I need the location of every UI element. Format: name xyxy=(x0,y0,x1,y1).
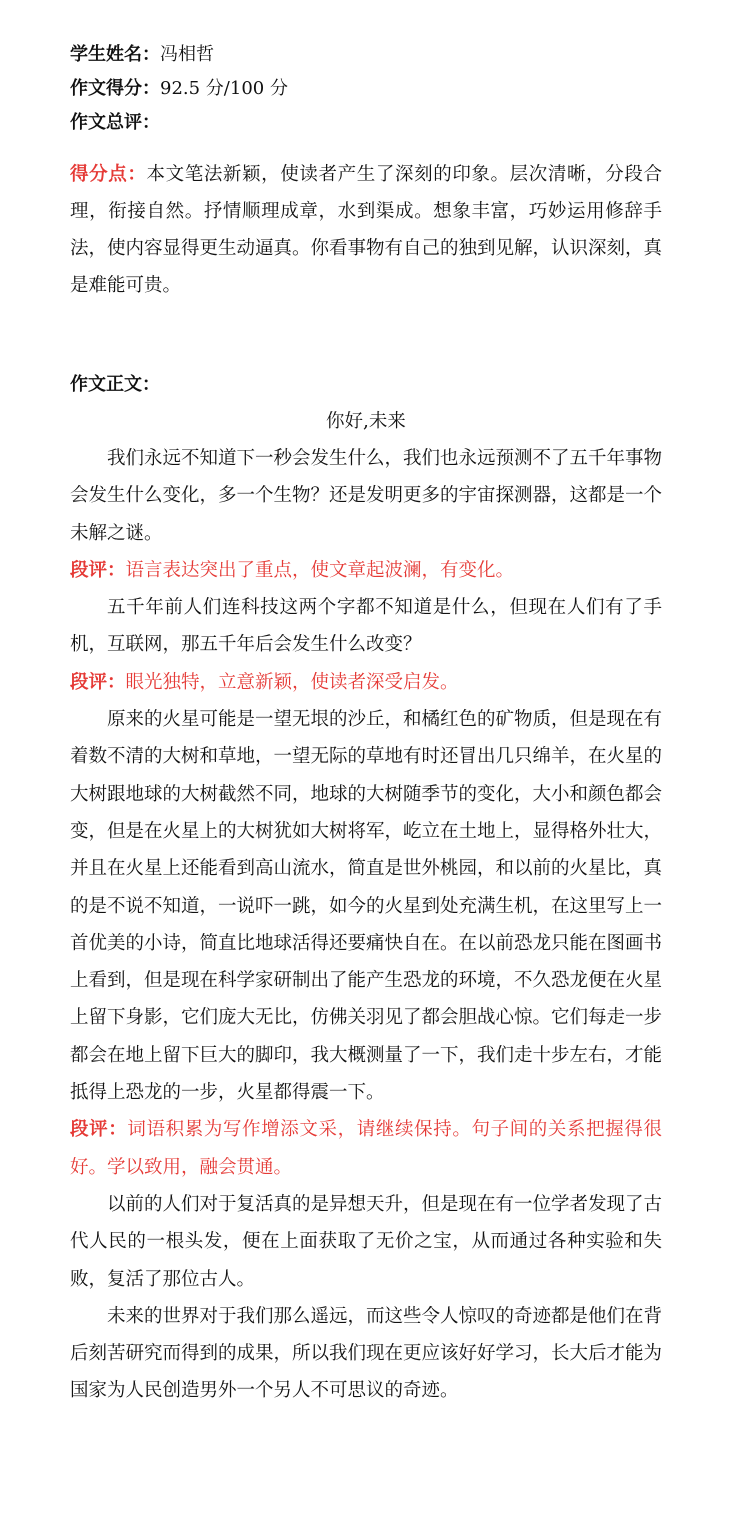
scoring-points-text: 本文笔法新颖，使读者产生了深刻的印象。层次清晰，分段合理，衔接自然。抒情顺理成章，水到渠成。想象丰富，巧妙运用修辞手法，使内容显得更生动逼真。你看事物有自己的独到见解，认识深刻，真是难能可贵。 xyxy=(70,164,663,296)
paragraph-comment-text: 眼光独特，立意新颖，使读者深受启发。 xyxy=(125,671,459,693)
scoring-points-block xyxy=(70,156,662,304)
essay-paragraph: 原来的火星可能是一望无垠的沙丘，和橘红色的矿物质，但是现在有着数不清的大树和草地，一望无际的草地有时还冒出几只绵羊，在火星的大树跟地球的大树截然不同，地球的大树随季节的变化，大小和颜色都会变，但是在火星上的大树犹如大树将军，屹立在土地上，显得格外壮大，并且在火星上还能看到高山流水，简直是世外桃园，和以前的火星比，真的是不说不知道，一说吓一跳，如今的火星到处充满生机，在这里写上一首优美的小诗，简直比地球活得还要痛快自在。在以前恐龙只能在图画书上看到，但是现在科学家研制出了能产生恐龙的环境，不久恐龙便在火星上留下身影，它们庞大无比，仿佛关羽见了都会胆战心惊。它们每走一步都会在地上留下巨大的脚印，我大概测量了一下，我们走十步左右，才能抵得上恐龙的一步，火星都得震一下。 xyxy=(70,709,663,1104)
essay-paragraph: 我们永远不知道下一秒会发生什么，我们也永远预测不了五千年事物会发生什么变化，多一个生物？还是发明更多的宇宙探测器，这都是一个未解之谜。 xyxy=(70,448,663,544)
essay-paragraph: 五千年前人们连科技这两个字都不知道是什么，但现在人们有了手机，互联网，那五千年后会发生什么改变？ xyxy=(70,597,662,656)
paragraph-comment-text: 语言表达突出了重点，使文章起波澜，有变化。 xyxy=(125,559,515,581)
essay-heading: 作文正文： xyxy=(70,374,160,395)
score-label: 作文得分： xyxy=(70,78,160,99)
student-name-line xyxy=(70,38,662,72)
paragraph-comment xyxy=(70,552,662,589)
paragraph-comment xyxy=(70,664,662,701)
paragraph-comment-label: 段评： xyxy=(70,671,126,693)
student-name-label: 学生姓名： xyxy=(70,44,160,65)
score-line xyxy=(70,72,662,106)
document-page xyxy=(70,38,662,1410)
essay-title: 你好,未来 xyxy=(326,411,406,432)
overall-review-label: 作文总评： xyxy=(70,112,160,133)
essay-paragraph: 以前的人们对于复活真的是异想天升，但是现在有一位学者发现了古代人民的一根头发，便在上面获取了无价之宝，从而通过各种实验和失败，复活了那位古人。 xyxy=(70,1193,663,1290)
paragraph-comment-text: 词语积累为写作增添文采，请继续保持。句子间的关系把握得很好。学以致用，融会贯通。 xyxy=(70,1119,662,1178)
paragraph-comment-label: 段评： xyxy=(70,1119,128,1141)
essay-body xyxy=(70,440,662,1410)
paragraph-comment xyxy=(70,1111,662,1186)
essay-paragraph: 未来的世界对于我们那么遥远，而这些令人惊叹的奇迹都是他们在背后刻苦研究而得到的成果，所以我们现在更应该好好学习，长大后才能为国家为人民创造男外一个另人不可思议的奇迹。 xyxy=(70,1305,663,1402)
scoring-points-label: 得分点： xyxy=(70,164,147,185)
overall-review-line xyxy=(70,106,662,140)
paragraph-comment-label: 段评： xyxy=(70,559,126,581)
score-value: 92.5 分/100 分 xyxy=(160,78,288,99)
student-name-value: 冯相哲 xyxy=(160,44,214,65)
